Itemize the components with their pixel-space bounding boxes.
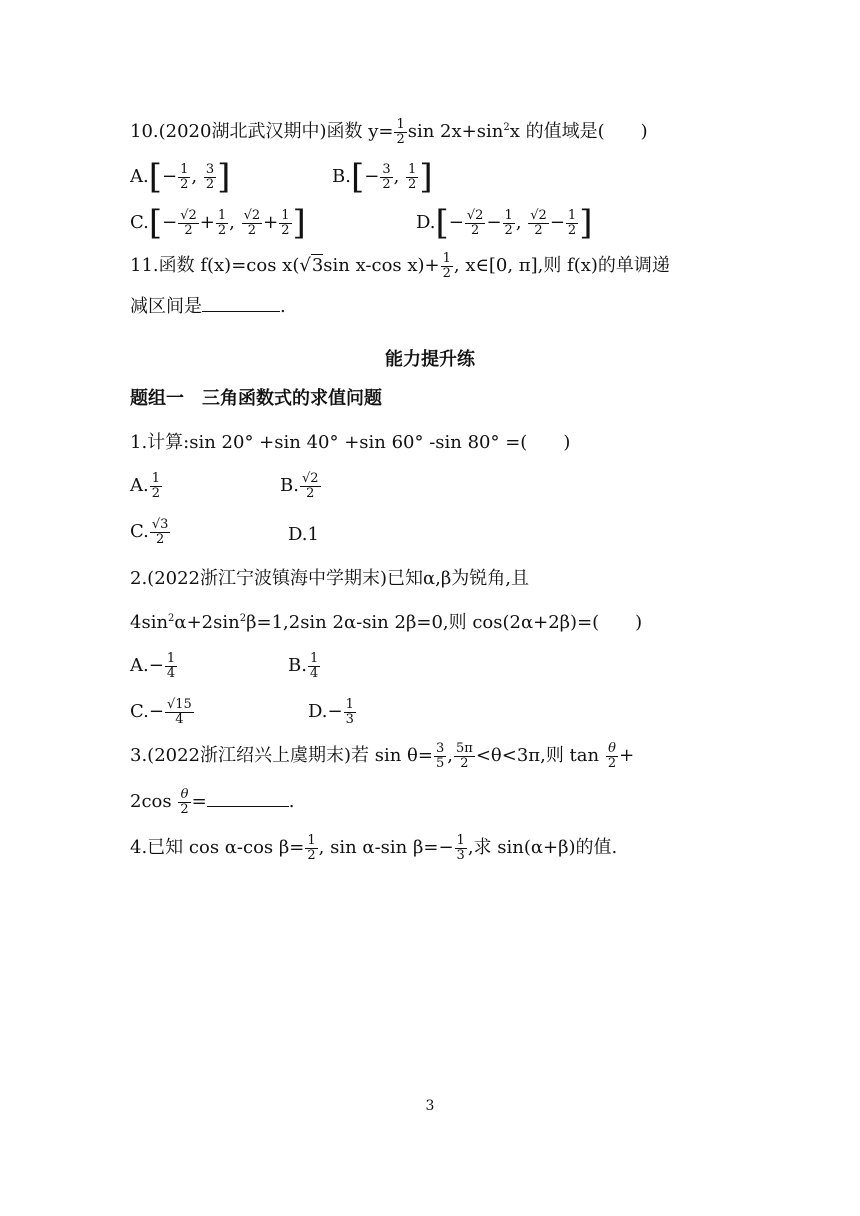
q1-option-d: D.1 <box>288 524 319 545</box>
q2-option-c: C.− $\frac{√15}{4}$ <box>130 697 192 727</box>
q10-option-b: B.[− $\frac{3}{2}$ , $\frac{1}{2}$ ] <box>332 157 433 197</box>
answer-blank[interactable] <box>202 310 280 312</box>
q10-stem: 10.(2020湖北武汉期中)函数 y= $\frac{1}{2}$ $\sin 2x+\sin^2x$ 的值域是( ) <box>130 117 648 147</box>
q4-stem: 4.已知 cos α-cos β= $\frac{1}{2}$ , sin α-sin β=− $\frac{1}{3}$ ,求 sin(α+β)的值. <box>130 833 618 863</box>
q10-option-c: C.[− $\frac{√2}{2}$ + $\frac{1}{2}$ , $\frac{√2}{2}$ + $\frac{1}{2}$ ] <box>130 203 306 243</box>
q10-option-a: A.[− $\frac{1}{2}$ , $\frac{3}{2}$ ] <box>130 157 231 197</box>
q1-stem: 1.计算:sin 20° +sin 40° +sin 60° -sin 80° =( ) <box>130 432 571 453</box>
q2-option-b: B. $\frac{1}{4}$ <box>288 651 319 681</box>
answer-blank[interactable] <box>207 805 289 807</box>
q11-stem-line2: 减区间是 . <box>130 296 286 317</box>
fraction: $\frac{1}{2}$ <box>396 117 405 147</box>
q2-stem-line2: $4\sin^2\alpha+2\sin^2\beta=1,2\sin$ 2α-sin 2β=0,则 cos(2α+2β)=( ) <box>130 612 643 633</box>
q1-option-a: A. $\frac{1}{2}$ <box>130 471 161 501</box>
q2-option-d: D.− $\frac{1}{3}$ <box>308 697 354 727</box>
q1-option-c: C. $\frac{√3}{2}$ <box>130 517 169 547</box>
q10-option-d: D.[− $\frac{√2}{2}$ − $\frac{1}{2}$ , $\frac{√2}{2}$ − $\frac{1}{2}$ ] <box>416 203 593 243</box>
q1-option-b: B. $\frac{√2}{2}$ <box>280 471 319 501</box>
q3-stem-line1: 3.(2022浙江绍兴上虞期末)若 sin θ= $\frac{3}{5}$ , $\frac{5\pi}{2}$ <θ<3π,则 tan $\frac{\theta}{2}$ + <box>130 741 635 771</box>
q2-stem-line1: 2.(2022浙江宁波镇海中学期末)已知α,β为锐角,且 <box>130 568 530 589</box>
q2-option-a: A.− $\frac{1}{4}$ <box>130 651 176 681</box>
group-title: 题组一 三角函数式的求值问题 <box>130 388 382 409</box>
page-number: 3 <box>425 1098 435 1114</box>
q11-stem-line1: 11.函数 f(x)=cos x(√3sin x-cos x)+ $\frac{1}{2}$ , x∈[0, π],则 f(x)的单调递 <box>130 251 670 281</box>
q3-stem-line2: 2cos $\frac{\theta}{2}$ = . <box>130 787 295 817</box>
section-title: 能力提升练 <box>385 349 475 370</box>
